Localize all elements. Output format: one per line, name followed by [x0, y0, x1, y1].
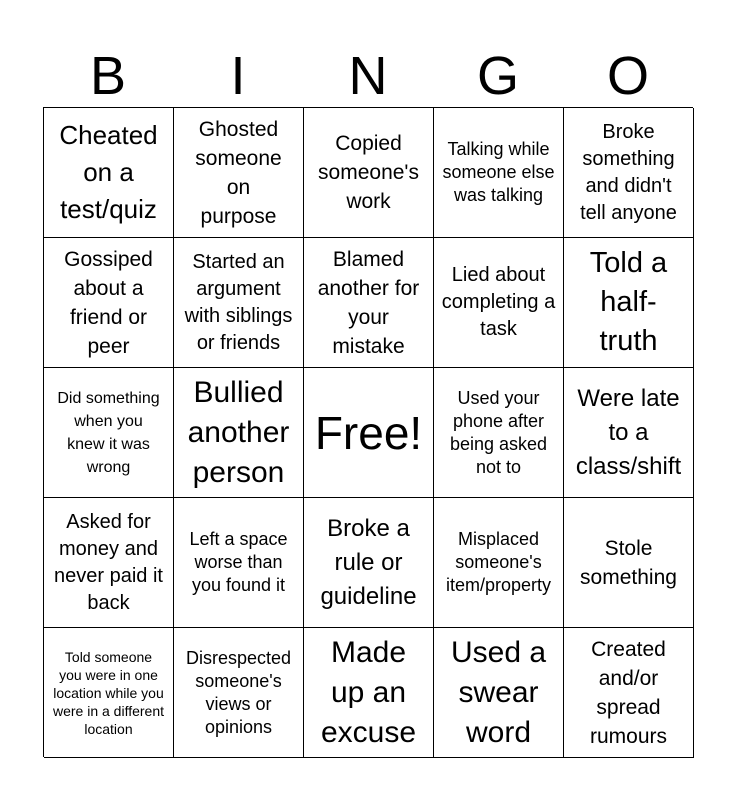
- bingo-cell[interactable]: [44, 108, 174, 238]
- cell-text: Disrespected someone's views or opinions: [185, 647, 292, 737]
- bingo-cell[interactable]: [434, 108, 564, 238]
- cell-text: Told someone you were in one location while you were in a different location: [52, 648, 165, 737]
- cell-text: Told a half-truth: [589, 247, 668, 357]
- bingo-cell[interactable]: [44, 368, 174, 498]
- cell-text: Misplaced someone's item/property: [445, 529, 552, 595]
- header-letter-i: I: [230, 46, 246, 106]
- bingo-cell-free[interactable]: [304, 368, 434, 498]
- bingo-cell[interactable]: [174, 108, 304, 238]
- header-letter-g: G: [476, 46, 519, 106]
- cell-text: Lied about completing a task: [441, 264, 556, 340]
- cell-text: Bullied another person: [187, 375, 290, 489]
- bingo-cell[interactable]: [434, 628, 564, 758]
- bingo-grid: [43, 107, 693, 757]
- cell-text: Used your phone after being asked not to: [449, 387, 548, 477]
- cell-text: Broke something and didn't tell anyone: [580, 120, 677, 224]
- cell-text: Copied someone's work: [318, 132, 419, 213]
- free-space-text: Free!: [314, 406, 423, 459]
- cell-text: Blamed another for your mistake: [317, 247, 420, 358]
- cell-text: Made up an excuse: [320, 635, 417, 749]
- bingo-cell[interactable]: [564, 238, 694, 368]
- bingo-cell[interactable]: [174, 368, 304, 498]
- cell-text: Started an argument with siblings or friends: [184, 250, 293, 354]
- cell-text: Stole something: [580, 536, 677, 589]
- cell-text: Created and/or spread rumours: [589, 637, 668, 748]
- bingo-cell[interactable]: [434, 498, 564, 628]
- bingo-cell[interactable]: [434, 238, 564, 368]
- bingo-cell[interactable]: [564, 628, 694, 758]
- bingo-cell[interactable]: [44, 628, 174, 758]
- cell-text: Did something when you knew it was wrong: [57, 389, 160, 476]
- bingo-cell[interactable]: [564, 498, 694, 628]
- bingo-cell[interactable]: [174, 498, 304, 628]
- header-letter-b: B: [89, 46, 127, 106]
- header-letter-o: O: [606, 46, 649, 106]
- bingo-cell[interactable]: [564, 108, 694, 238]
- bingo-cell[interactable]: [174, 238, 304, 368]
- bingo-cell[interactable]: [174, 628, 304, 758]
- header-letter-n: N: [348, 46, 388, 106]
- bingo-cell[interactable]: [304, 498, 434, 628]
- cell-text: Left a space worse than you found it: [189, 529, 288, 595]
- bingo-cell[interactable]: [434, 368, 564, 498]
- cell-text: Broke a rule or guideline: [320, 514, 417, 610]
- cell-text: Talking while someone else was talking: [442, 139, 555, 205]
- bingo-cell[interactable]: [304, 238, 434, 368]
- bingo-cell[interactable]: [44, 498, 174, 628]
- bingo-cell[interactable]: [564, 368, 694, 498]
- cell-text: Cheated on a test/quiz: [59, 120, 158, 224]
- cell-text: Used a swear word: [450, 635, 547, 749]
- cell-text: Ghosted someone on purpose: [195, 117, 282, 228]
- bingo-cell[interactable]: [304, 628, 434, 758]
- cell-text: Were late to a class/shift: [575, 384, 682, 480]
- bingo-cell[interactable]: [304, 108, 434, 238]
- cell-text: Asked for money and never paid it back: [54, 510, 163, 614]
- bingo-cell[interactable]: [44, 238, 174, 368]
- bingo-header: [43, 44, 693, 108]
- cell-text: Gossiped about a friend or peer: [64, 247, 153, 358]
